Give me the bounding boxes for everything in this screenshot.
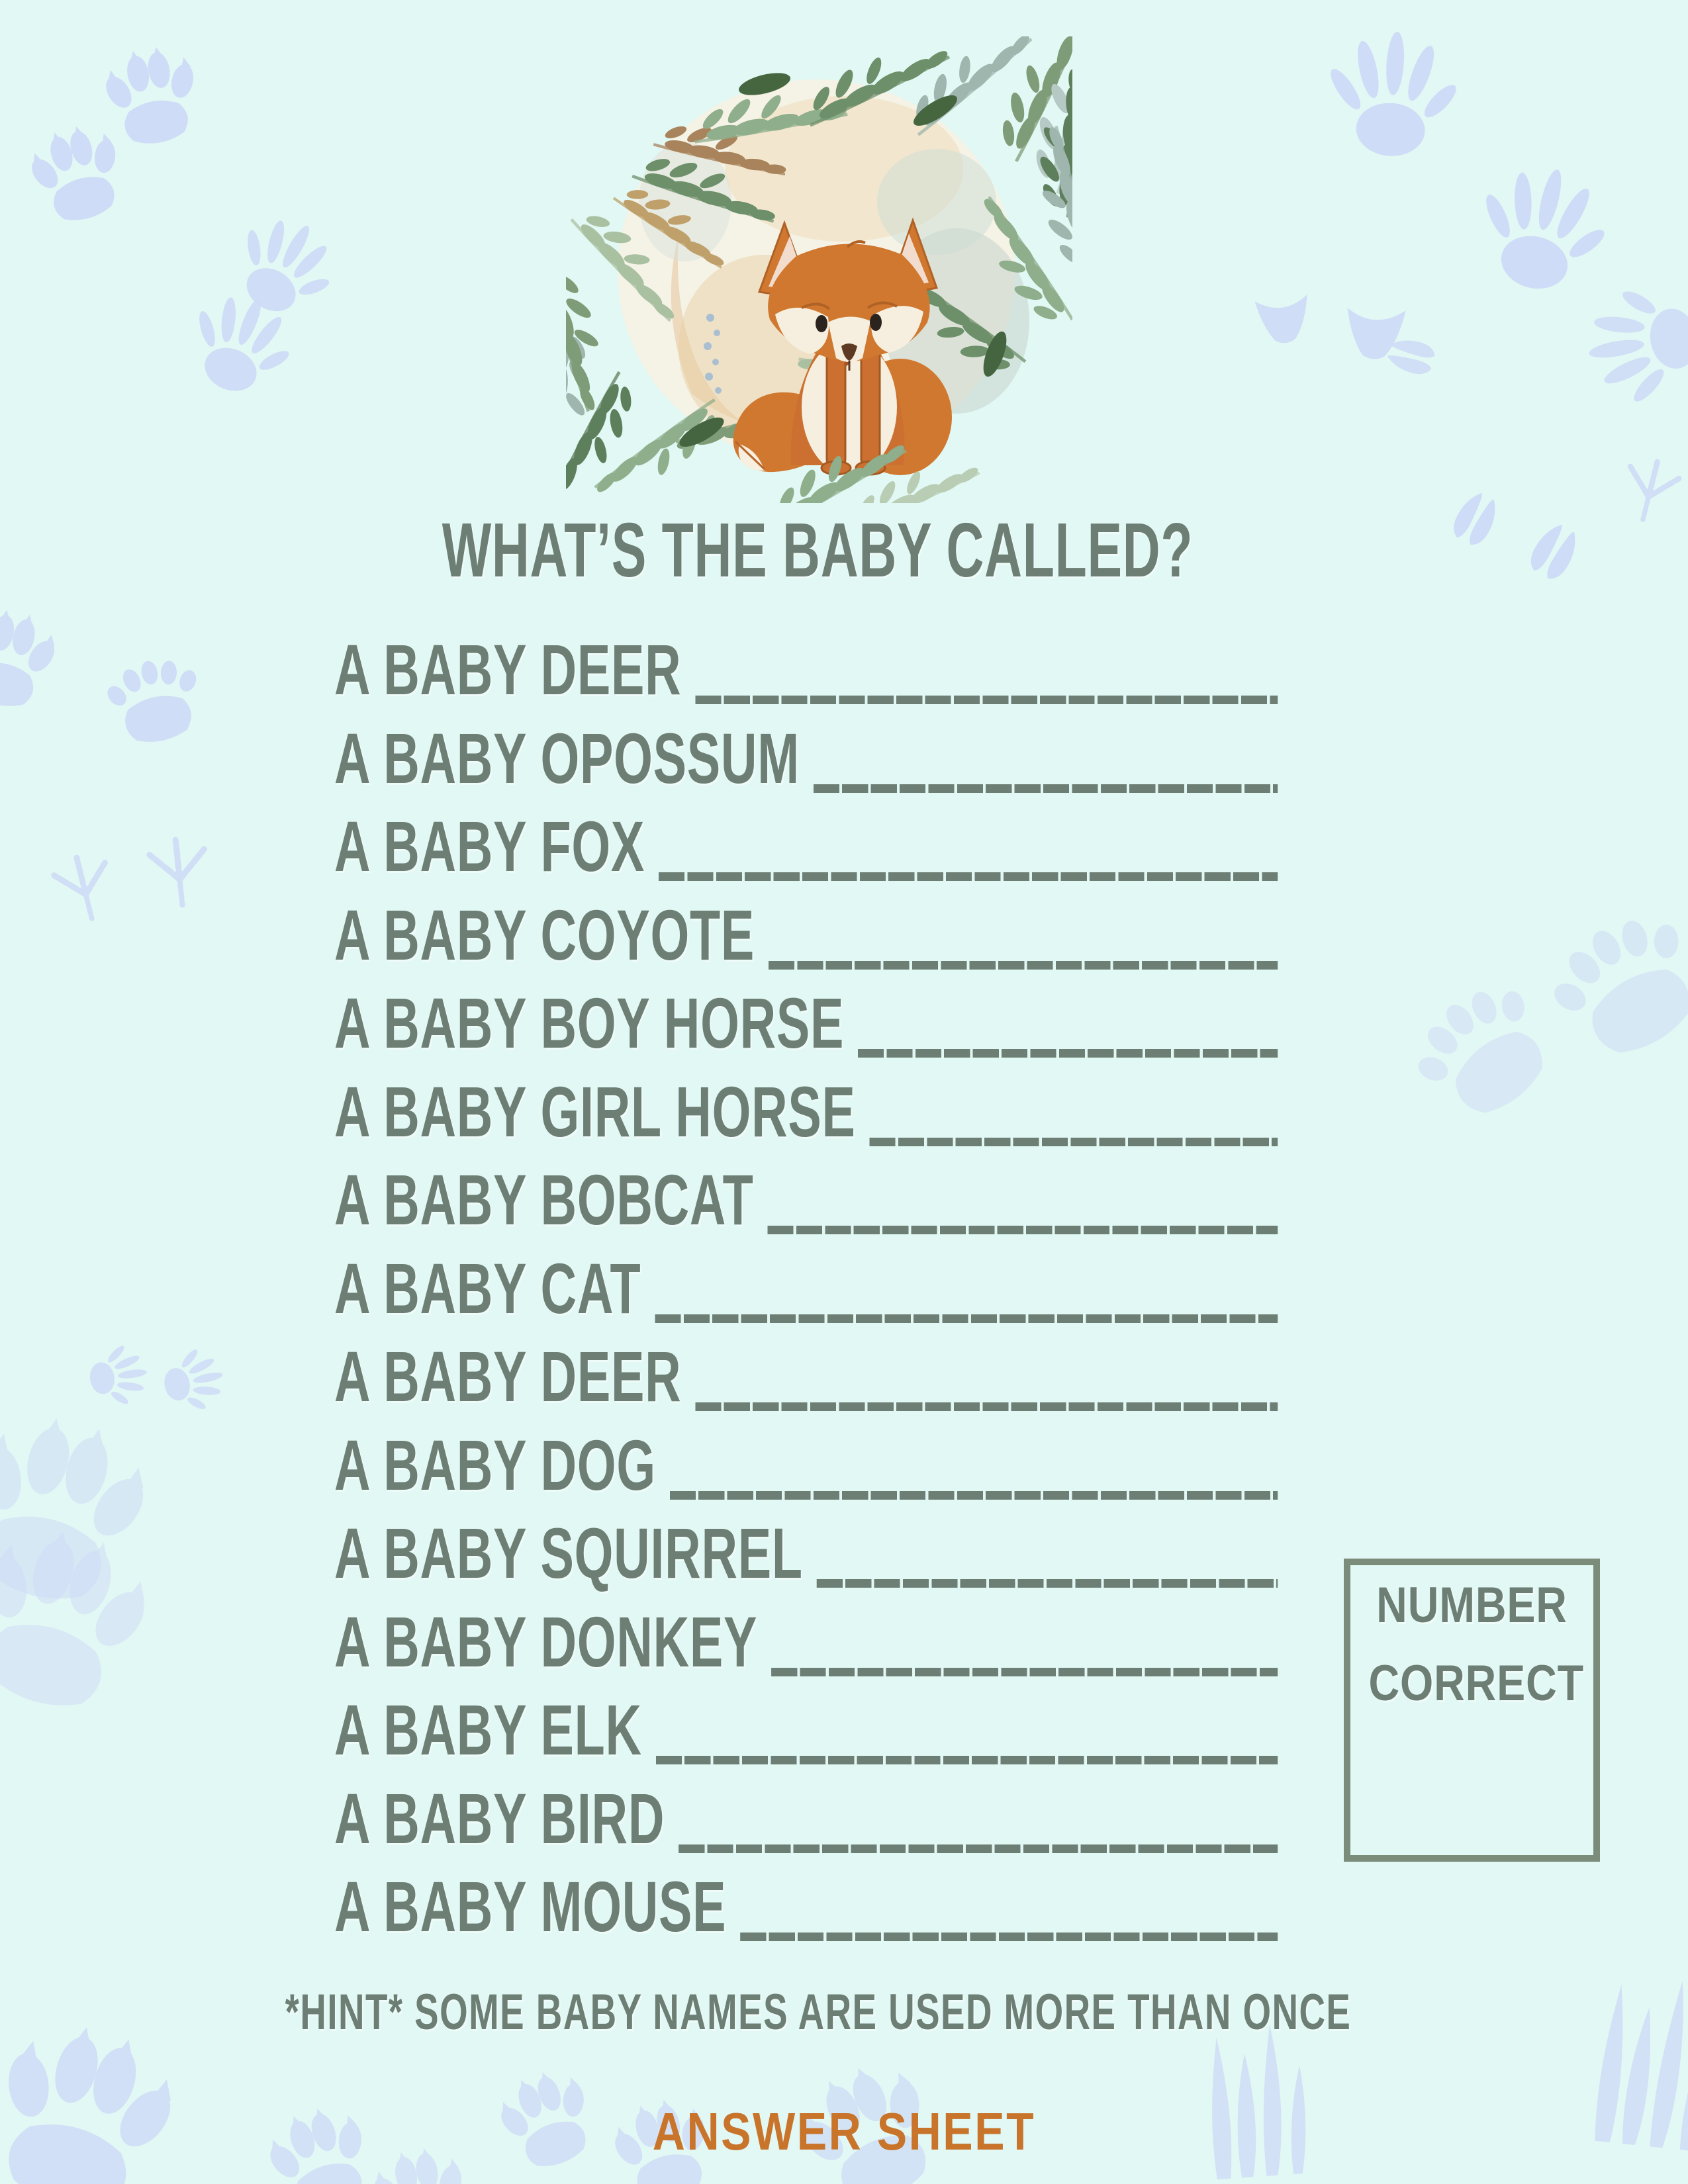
answer-blank-line[interactable] [659, 872, 1278, 881]
raccoon-hand-print-icon [1319, 22, 1462, 173]
quiz-prompt: A BABY DONKEY [334, 1601, 758, 1682]
quiz-row [334, 1601, 1278, 1682]
answer-blank-line[interactable] [870, 1138, 1278, 1146]
raccoon-hand-print-icon [1460, 149, 1618, 315]
quiz-prompt: A BABY DEER [334, 1336, 682, 1416]
bird-track-icon [32, 842, 137, 934]
quiz-prompt: A BABY BOY HORSE [334, 983, 845, 1063]
raccoon-hand-print-icon [81, 1340, 152, 1409]
answer-blank-line[interactable] [817, 1579, 1278, 1588]
raccoon-hand-print-icon [1576, 278, 1688, 413]
answer-blank-line[interactable] [670, 1491, 1278, 1500]
quiz-row [334, 1690, 1278, 1770]
quiz-row [334, 894, 1278, 975]
answer-blank-line[interactable] [656, 1756, 1278, 1764]
page-title: WHAT’S THE BABY CALLED? [442, 507, 1194, 593]
dog-paw-print-icon [0, 2001, 203, 2184]
answer-blank-line[interactable] [655, 1314, 1278, 1323]
quiz-prompt: A BABY DEER [334, 629, 682, 709]
dog-paw-print-icon [0, 599, 70, 725]
answer-blank-line[interactable] [858, 1049, 1278, 1058]
answer-blank-line[interactable] [769, 961, 1278, 970]
fox-wreath-illustration [566, 36, 1072, 503]
score-box[interactable] [1344, 1559, 1600, 1862]
quiz-row [334, 1866, 1278, 1946]
score-box-label: NUMBER CORRECT [1368, 1577, 1584, 1711]
dog-paw-print-icon [482, 2057, 614, 2184]
quiz-prompt: A BABY FOX [334, 806, 645, 886]
quiz-prompt: A BABY ELK [334, 1690, 642, 1770]
deer-hoof-print-icon [1432, 475, 1521, 561]
webbed-print-icon [1246, 281, 1319, 351]
bear-paw-print-icon [90, 638, 218, 758]
deer-hoof-print-icon [1507, 504, 1603, 598]
quiz-prompt: A BABY BIRD [334, 1778, 665, 1858]
quiz-row [334, 1513, 1278, 1593]
quiz-row [334, 806, 1278, 886]
quiz-row [334, 983, 1278, 1063]
deer-hoof-print-icon [1374, 321, 1447, 391]
dog-paw-print-icon [359, 2139, 481, 2184]
answer-blank-line[interactable] [695, 1402, 1278, 1411]
quiz-row [334, 1071, 1278, 1152]
raccoon-hand-print-icon [154, 1342, 230, 1417]
answer-blank-line[interactable] [768, 1226, 1278, 1234]
bird-track-icon [1601, 447, 1688, 535]
answer-blank-line[interactable] [679, 1844, 1278, 1853]
answer-sheet-label: ANSWER SHEET [652, 2102, 1036, 2161]
quiz-prompt: A BABY SQUIRREL [334, 1513, 803, 1593]
quiz-prompt: A BABY BOBCAT [334, 1160, 754, 1240]
quiz-prompt: A BABY OPOSSUM [334, 717, 800, 798]
quiz-row [334, 1336, 1278, 1416]
reeds-icon [1576, 1927, 1688, 2184]
quiz-row [334, 717, 1278, 798]
hint-text: *HINT* SOME BABY NAMES ARE USED MORE THAN ONCE [285, 1984, 1352, 2040]
quiz-row [334, 1160, 1278, 1240]
quiz-prompt: A BABY DOG [334, 1424, 656, 1505]
answer-blank-line[interactable] [814, 784, 1278, 793]
quiz-prompt: A BABY GIRL HORSE [334, 1071, 856, 1152]
bird-track-icon [127, 831, 230, 917]
answer-blank-line[interactable] [771, 1668, 1278, 1676]
quiz-prompt: A BABY COYOTE [334, 894, 755, 975]
answer-blank-line[interactable] [695, 696, 1278, 704]
quiz-row [334, 1778, 1278, 1858]
quiz-prompt: A BABY CAT [334, 1248, 641, 1328]
quiz-prompt: A BABY MOUSE [334, 1866, 727, 1946]
quiz-row [334, 1424, 1278, 1505]
answer-blank-line[interactable] [740, 1933, 1278, 1941]
quiz-row [334, 1248, 1278, 1328]
quiz-row [334, 629, 1278, 709]
